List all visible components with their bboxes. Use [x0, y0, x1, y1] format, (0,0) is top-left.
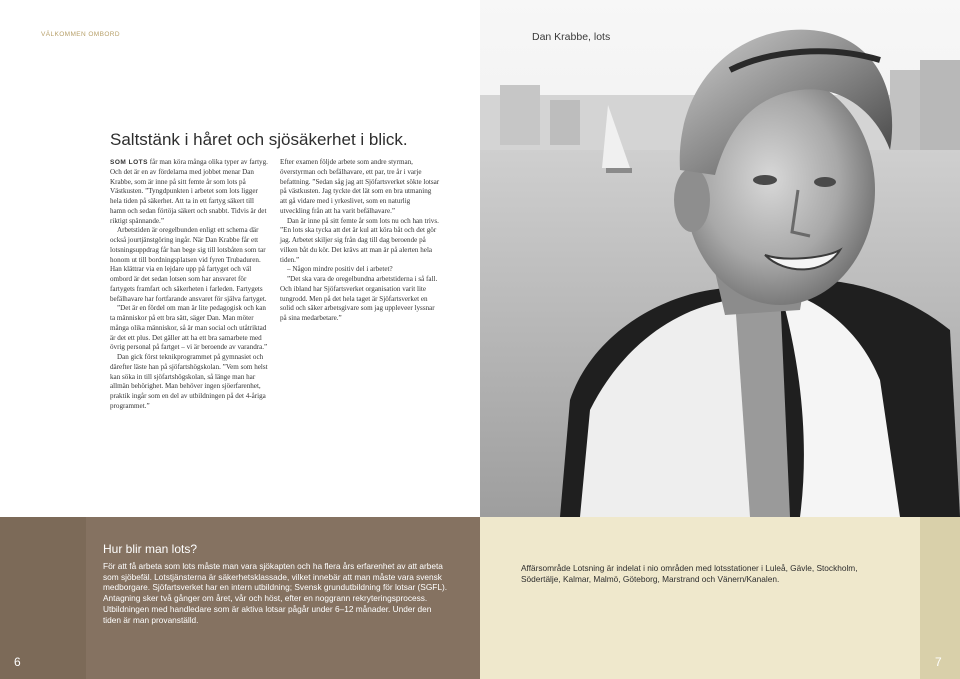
paragraph: ”Det ska vara de oregelbundna arbetstiderna i så fall. Och ibland har Sjöfartsverket organisation varit lite tungrodd. Men på det hela taget är Sjöfartsverket en solid och säker arbetsgivare som jag uppleveer lyssnar på sina medarbetare.” — [280, 275, 438, 322]
page-number-left: 6 — [14, 655, 21, 669]
paragraph: Dan är inne på sitt femte år som lots nu och han trivs. ”En lots ska tycka att det är kul att köra båt och det gör jag. Arbetet skiljer sig från dag till dag beroende på vilken båt du kör. Det krävs att man är på alerten hela tiden.” — [280, 216, 439, 264]
article-column-1 — [110, 158, 270, 412]
paragraph: Dan gick först teknikprogrammet på gymnasiet och därefter läste han på sjöfartshögskolan. ”Vem som helst kan söka in till sjöfartshögskolan, så länge man har allmän behörighet. Man behöver ingen sjöerfarenhet, praktik ingår som en del av utbildningen på det 4-åriga programmet.” — [110, 353, 268, 410]
info-box-pilot-areas — [480, 517, 920, 679]
info-box-title: Hur blir man lots? — [103, 542, 198, 556]
paragraph: Efter examen följde arbete som andre styrman, överstyrman och befälhavare, ett par, tre år i varje befattning. ”Sedan såg jag att Sjöfartsverket sökte lotsar på västkusten. Jag tyckte det lät som en bra utmaning att gå vidare med i yrkeslivet, som en naturlig utveckling från att ha varit befälhavare.” — [280, 158, 440, 215]
info-box-text: För att få arbeta som lots måste man vara sjökapten och ha flera års erfarenhet av att arbeta som sjöbefäl. Lotstjänsterna är säkerhetsklassade, vilket innebär att man måste vara svensk medborgare. Sjöfartsverket har en intern utbildning; Svensk grundutbildning för lotsar (SGFL). Antagning sker två gånger om året, vår och höst, efter en noggrann rekryteringsprocess. Utbildningen med handledare som är aktiva lotsar pågår under 6–12 månader. Under den tiden är man provanställd. — [103, 561, 448, 625]
paragraph: – Någon mindre positiv del i arbetet? — [287, 265, 393, 274]
article-headline: Saltstänk i håret och sjösäkerhet i blick. — [110, 130, 408, 149]
section-label: VÄLKOMMEN OMBORD — [41, 31, 120, 38]
lead-label: SOM LOTS — [110, 159, 148, 166]
paragraph: ”Det är en fördel om man är lite pedagogisk och kan ta människor på ett bra sätt, säger Dan. Man möter många olika människor, så är man social och utåtriktad är det ett plus. Det gäller att ha ett bra samarbete med övrig personal på fartget – vi är beroende av varandra.” — [110, 304, 268, 352]
page-number-right: 7 — [935, 655, 942, 669]
photo-caption: Dan Krabbe, lots — [532, 31, 611, 43]
article-column-2 — [280, 158, 440, 324]
info-box-right-text: Affärsområde Lotsning är indelat i nio områden med lotsstationer i Luleå, Gävle, Stockholm, Södertälje, Kalmar, Malmö, Göteborg, Marstrand och Vänern/Kanalen. — [521, 563, 858, 584]
portrait-photo — [480, 0, 960, 517]
paragraph: Arbetstiden är oregelbunden enligt ett schema där också jourtjänstgöring ingår. När Dan Krabbe får ett lotsningsuppdrag får han bege sig till lotsbåten som tar honom ut till bordningsplatsen vid fyren Trubaduren. Han klättrar via en lejdare upp på fartyget och väl ombord är det sedan lotsen som har ansvaret för fartygets framfart och säkerheten i farleden. Fartygets befälhavare har fortfarande ansvaret för själva fartyget. — [110, 226, 267, 303]
paragraph: SOM LOTS får man köra många olika typer av fartyg. Och det är en av fördelarna med jobbet menar Dan Krabbe, som är inne på sitt femte år som lots på Västkusten. ”Tyngdpunkten i arbetet som lots ligger hela tiden på säkerhet. Att ta in ett fartyg säkert till hamn och sedan förtöja säkert och snabbt. Tidvis är det riktigt spännande.” — [110, 158, 268, 225]
portrait-photo-illustration — [480, 0, 960, 517]
